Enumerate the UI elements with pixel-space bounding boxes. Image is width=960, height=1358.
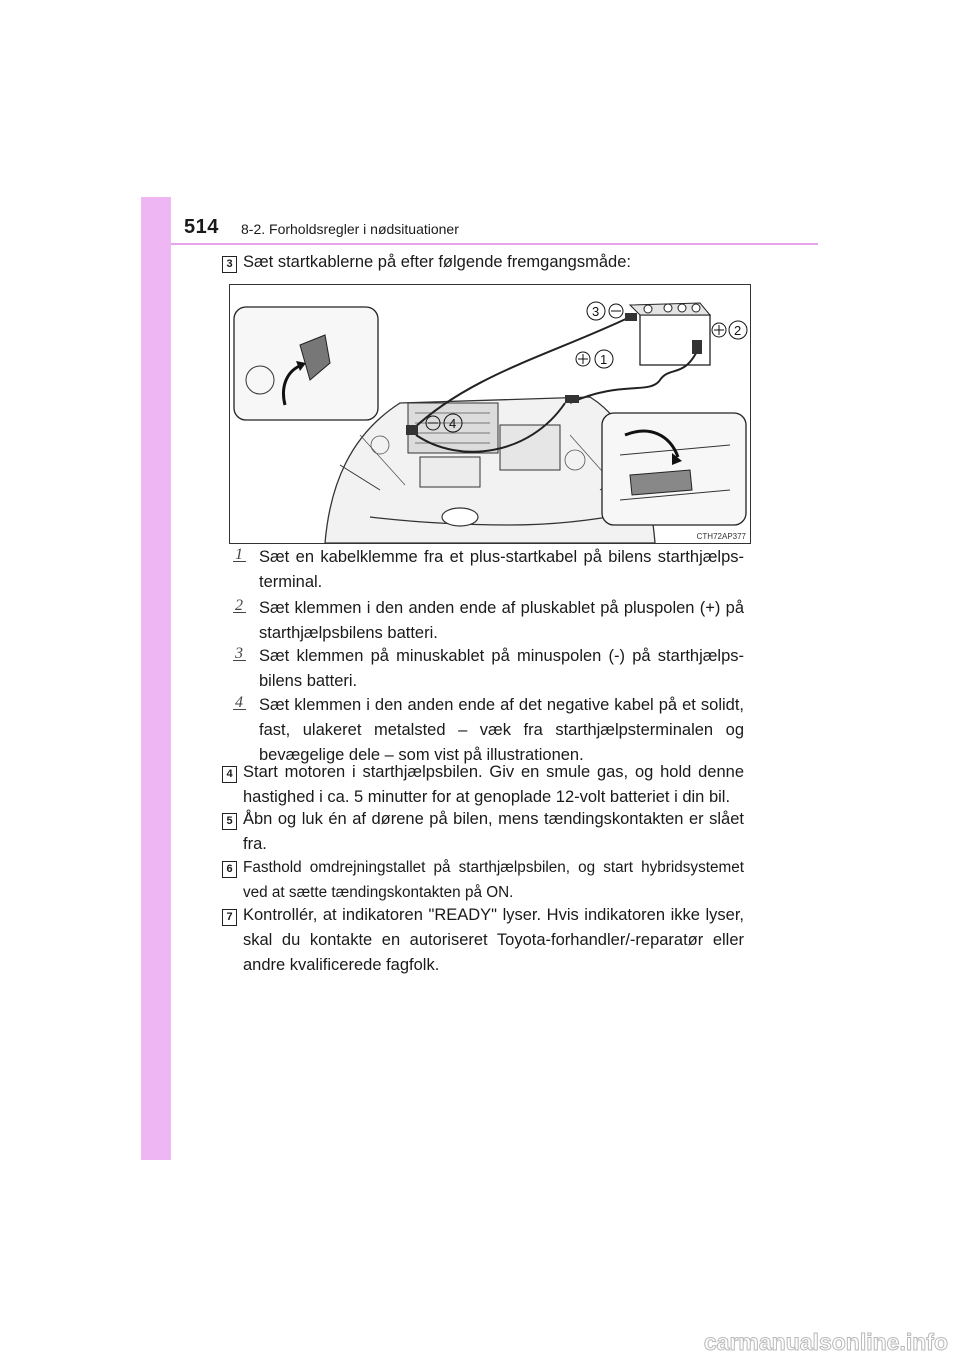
step-badge-5: 5: [222, 813, 237, 830]
substep-number-4: 4: [235, 694, 243, 711]
jump-start-illustration: [229, 284, 751, 544]
engine-bay-drawing: [230, 285, 750, 543]
callout-4: 4: [449, 416, 457, 431]
step-6-text: Fasthold omdrejningstallet på starthjælpsbilen, og start hybridsystemet ved at sætte tændingskontakten på ON.: [243, 859, 744, 901]
substep-4-text: Sæt klemmen i den anden ende af det negative kabel på et solidt, fast, ulakeret metalsted – væk fra starthjælpsterminalen og bevægelige dele – som vist på illustrationen.: [259, 696, 744, 764]
callout-2: 2: [734, 323, 742, 338]
step-badge-6: 6: [222, 861, 237, 878]
substep-number-1: 1: [235, 546, 243, 563]
figure-code: CTH72AP377: [696, 532, 746, 541]
step-badge-7: 7: [222, 909, 237, 926]
substep-number-2: 2: [235, 597, 243, 614]
watermark: [0, 1330, 960, 1358]
step-badge-3: 3: [222, 256, 237, 273]
header-rule: [171, 243, 818, 245]
callout-1: 1: [600, 352, 608, 367]
step-3-text: Sæt startkablerne på efter følgende fremgangsmåde:: [243, 253, 631, 271]
callout-3: 3: [592, 304, 600, 319]
substep-3-text: Sæt klemmen på minuskablet på minuspolen (-) på starthjælps-bilens batteri.: [259, 647, 744, 690]
substep-number-3: 3: [235, 645, 243, 662]
step-4-text: Start motoren i starthjælpsbilen. Giv en smule gas, og hold denne hastighed i ca. 5 minutter for at genoplade 12-volt batteriet i din bil.: [243, 763, 744, 806]
section-title: 8-2. Forholdsregler i nødsituationer: [241, 221, 459, 237]
step-7-text: Kontrollér, at indikatoren "READY" lyser. Hvis indikatoren ikke lyser, skal du kontakte en autoriseret Toyota-forhandler/-reparatør eller andre kvalificerede fagfolk.: [243, 906, 744, 974]
substep-1-text: Sæt en kabelklemme fra et plus-startkabel på bilens starthjælps-terminal.: [259, 548, 744, 591]
chapter-tab: [141, 197, 171, 1160]
substep-2-text: Sæt klemmen i den anden ende af pluskablet på pluspolen (+) på starthjælpsbilens batteri.: [259, 599, 744, 642]
page-number: 514: [184, 216, 219, 238]
watermark-text: carmanualsonline.info: [703, 1330, 948, 1355]
step-5-text: Åbn og luk én af dørene på bilen, mens tændingskontakten er slået fra.: [243, 810, 744, 853]
step-badge-4: 4: [222, 766, 237, 783]
